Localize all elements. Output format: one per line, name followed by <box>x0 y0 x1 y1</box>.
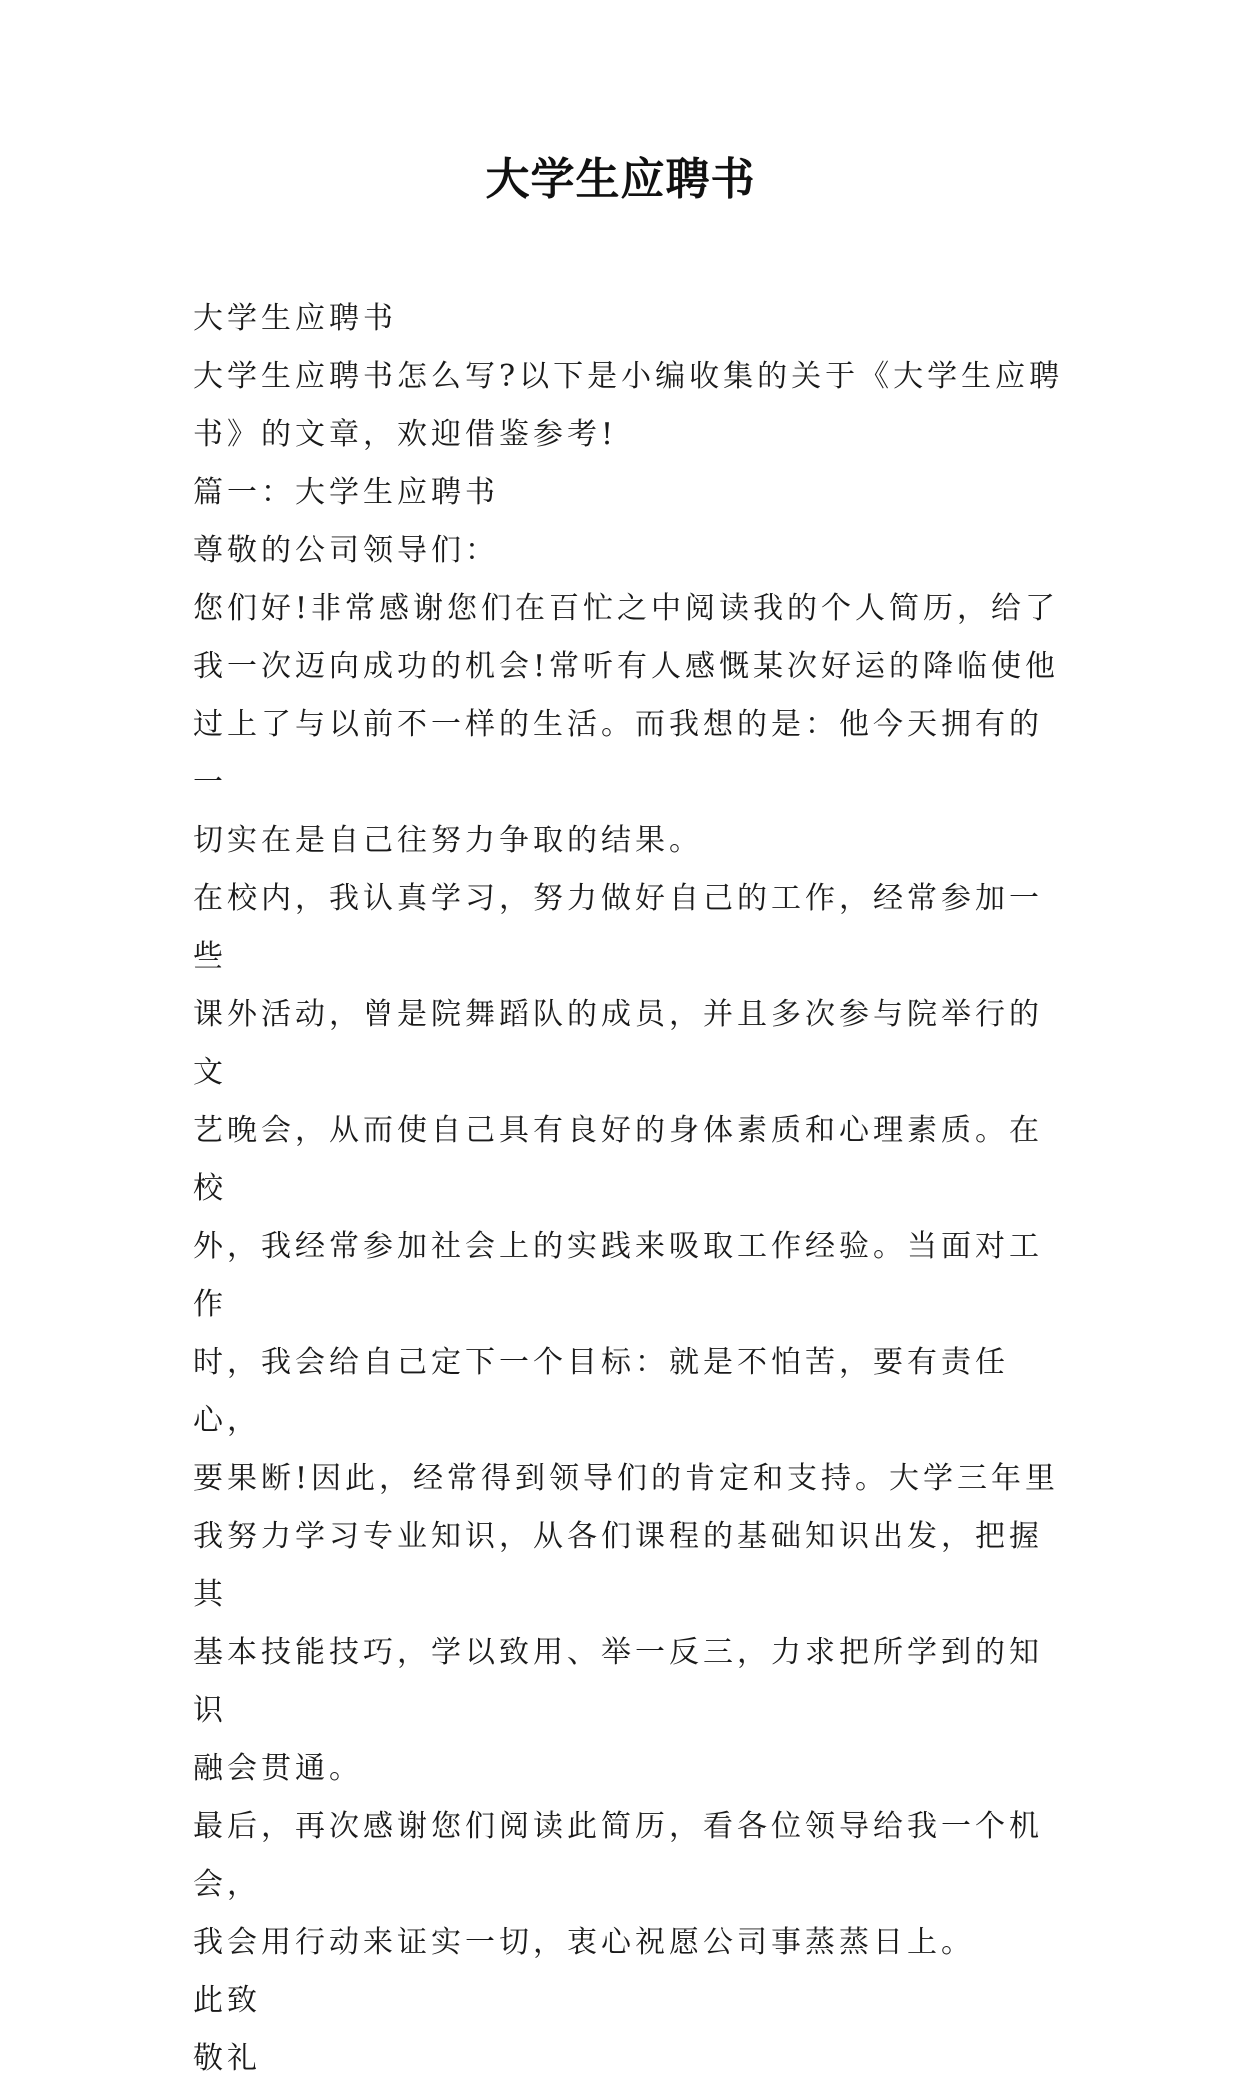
document-title: 大学生应聘书 <box>485 154 756 205</box>
salutation: 尊敬的公司领导们： <box>193 533 499 568</box>
heading-line: 大学生应聘书 <box>193 301 397 336</box>
section-heading: 篇一：大学生应聘书 <box>193 475 499 510</box>
body-paragraph-greeting: 您们好!非常感谢您们在百忙之中阅读我的个人简历，给了 我一次迈向成功的机会!常听有人感慨某次好运的降临使他 过上了与以前不一样的生活。而我想的是：他今天拥有的一 切实在是自己往努力争取的结果。 <box>193 591 1060 858</box>
signoff-line: 敬礼 <box>193 2041 261 2076</box>
body-paragraph-experience: 在校内，我认真学习，努力做好自己的工作，经常参加一些 课外活动，曾是院舞蹈队的成员，并且多次参与院举行的文 艺晚会，从而使自己具有良好的身体素质和心理素质。在校 外，我经常参加社会上的实践来吸取工作经验。当面对工作 时，我会给自己定下一个目标：就是不怕苦，要有责任心， 要果断!因此，经常得到领导们的肯定和支持。大学三年里 我努力学习专业知识，从各们课程的基础知识出发，把握其 基本技能技巧，学以致用、举一反三，力求把所学到的知识 融会贯通。 <box>193 881 1060 1786</box>
body-paragraph-closing: 最后，再次感谢您们阅读此简历，看各位领导给我一个机会， 我会用行动来证实一切，衷心祝愿公司事蒸蒸日上。 <box>193 1809 1043 1960</box>
intro-paragraph: 大学生应聘书怎么写?以下是小编收集的关于《大学生应聘 书》的文章，欢迎借鉴参考! <box>193 359 1064 452</box>
closing-line: 此致 <box>193 1983 261 2018</box>
document-body <box>193 290 1073 2088</box>
